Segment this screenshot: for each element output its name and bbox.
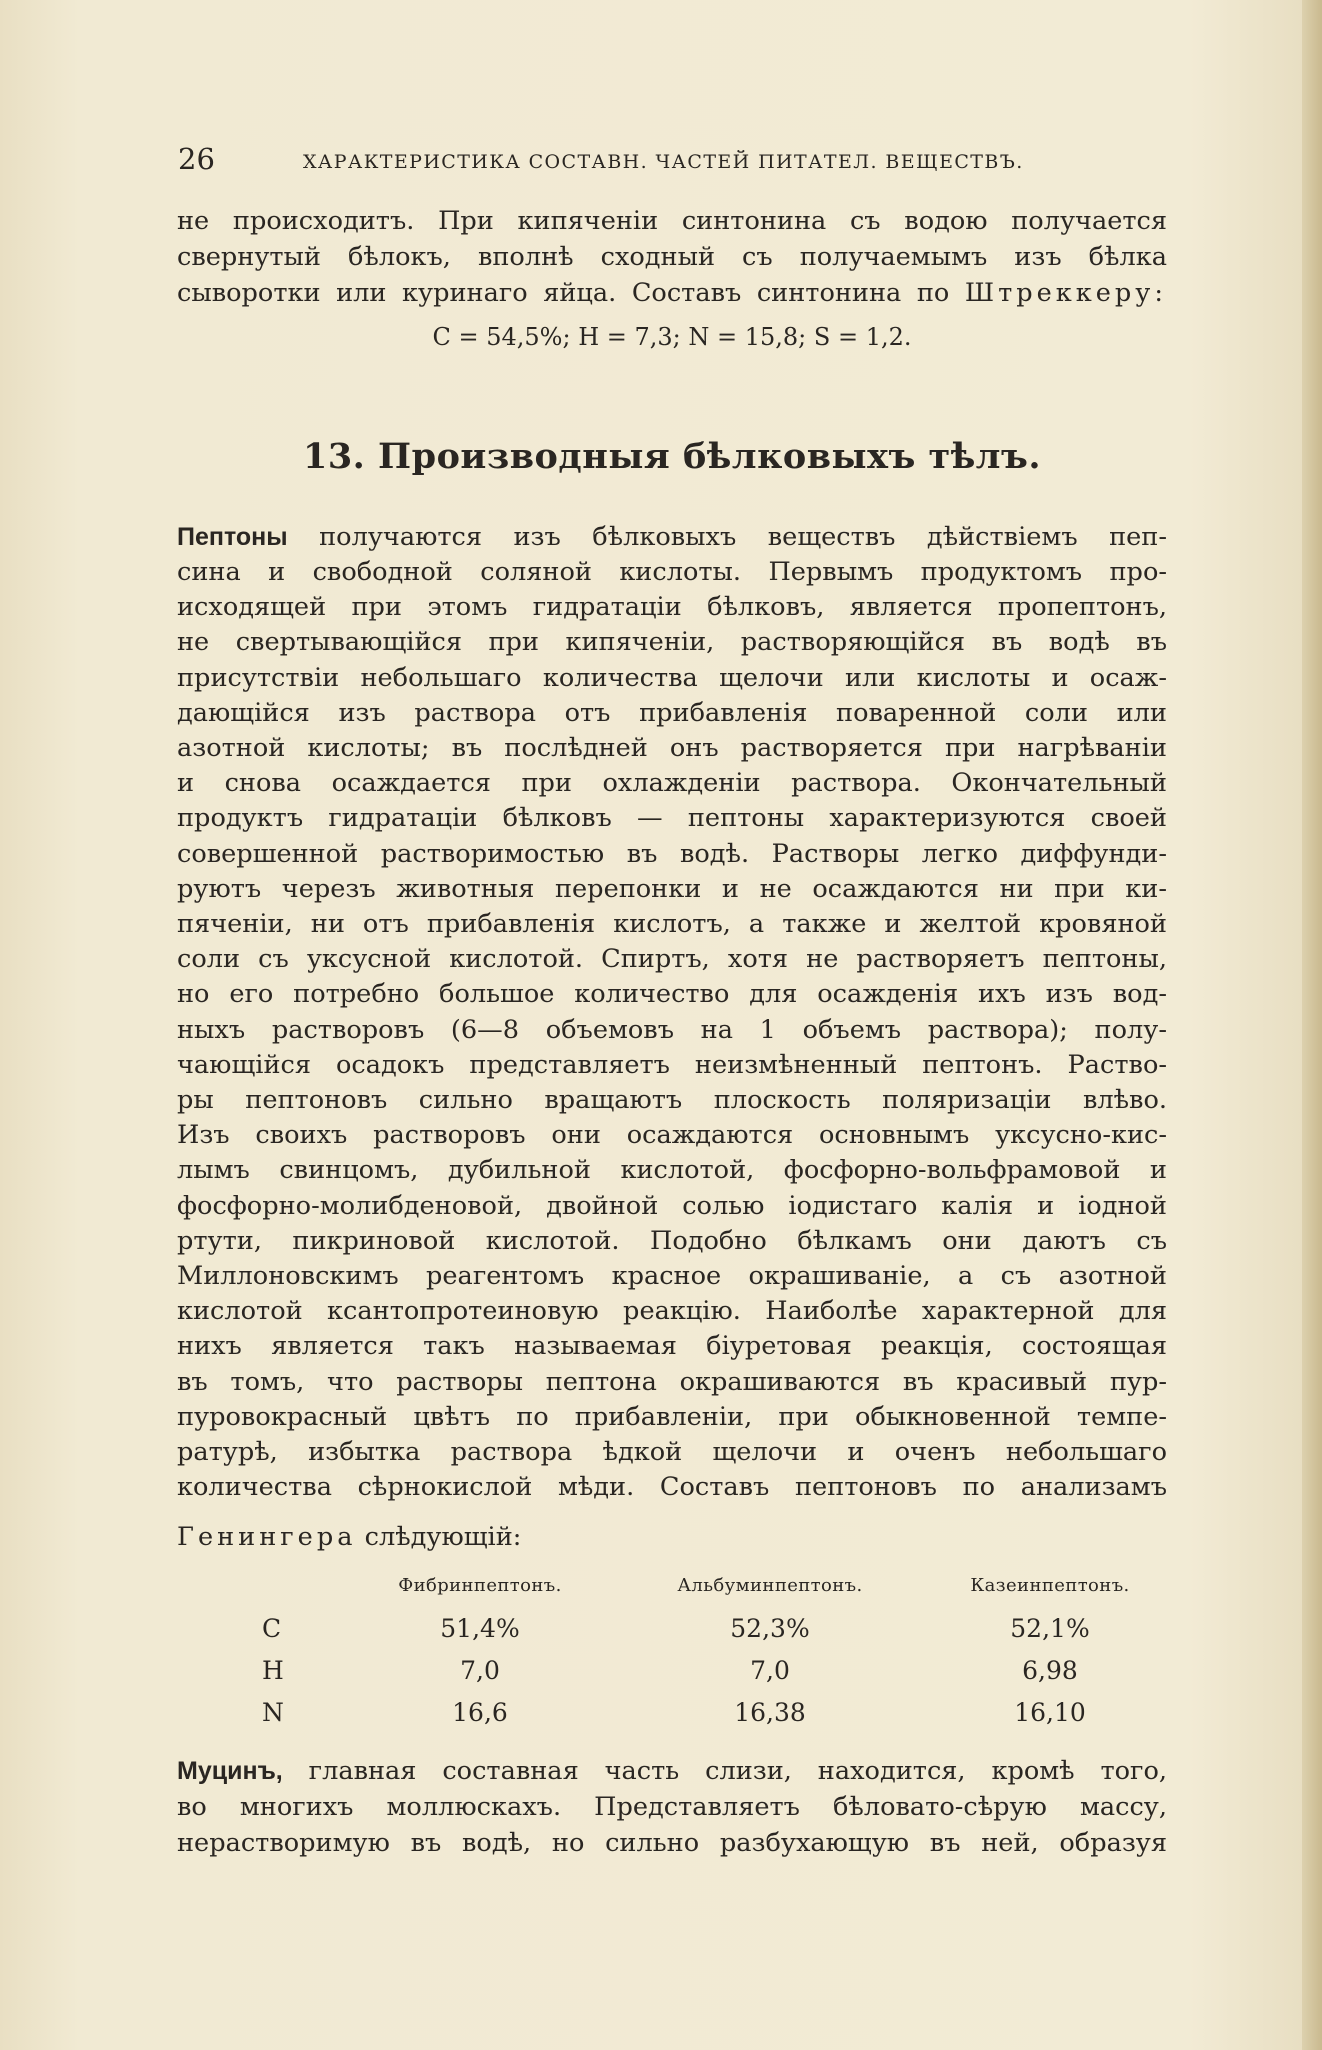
text-line: во многихъ моллюскахъ. Представляетъ бѣловато-сѣрую массу, — [177, 1792, 1167, 1822]
element-label: N — [262, 1698, 284, 1727]
paragraph-first-line — [177, 520, 1167, 554]
text-line: лымъ свинцомъ, дубильной кислотой, фосфорно-вольфрамовой и — [177, 1155, 1167, 1186]
text-line: количества сѣрнокислой мѣди. Составъ пептоновъ по анализамъ — [177, 1472, 1167, 1503]
table-cell: 7,0 — [750, 1656, 790, 1685]
text-line: но его потребно большое количество для осажденія ихъ изъ вод- — [177, 979, 1167, 1010]
table-cell: 52,1% — [1010, 1614, 1090, 1643]
table-row — [230, 1656, 1150, 1692]
text-line: дающійся изъ раствора отъ прибавленія поваренной соли или — [177, 697, 1167, 728]
text-line: исходящей при этомъ гидратаціи бѣлковъ, является пропептонъ, — [177, 592, 1167, 623]
text-line — [177, 276, 1167, 310]
text-line: фосфорно-молибденовой, двойной солью іодистаго калія и іодной — [177, 1190, 1167, 1221]
section-title: 13. Производныя бѣлковыхъ тѣлъ. — [302, 436, 1042, 477]
lead-term: Муцинъ, — [177, 1757, 283, 1785]
text-line: присутствіи небольшаго количества щелочи или кислоты и осаж- — [177, 662, 1167, 693]
text-line: кислотой ксантопротеиновую реакцію. Наиболѣе характерной для — [177, 1296, 1167, 1327]
text-line: чающійся осадокъ представляетъ неизмѣненный пептонъ. Раство- — [177, 1049, 1167, 1080]
running-head — [178, 142, 1168, 182]
composition-table — [230, 1575, 1150, 1735]
text-line: совершенной растворимостью въ водѣ. Растворы легко диффунди- — [177, 838, 1167, 869]
table-cell: 16,10 — [1014, 1698, 1086, 1727]
paragraph-last-line — [177, 1520, 1167, 1554]
column-header: Альбуминпептонъ. — [677, 1575, 863, 1596]
page-number: 26 — [178, 142, 215, 176]
element-label: C — [262, 1614, 282, 1643]
table-cell: 16,38 — [734, 1698, 806, 1727]
text-line: ныхъ растворовъ (6—8 объемовъ на 1 объемъ раствора); полу- — [177, 1014, 1167, 1045]
text-line: не происходитъ. При кипяченіи синтонина съ водою получается — [177, 206, 1167, 236]
table-cell: 52,3% — [730, 1614, 810, 1643]
text-line-rest: главная составная часть слизи, находится, кромѣ того, — [308, 1756, 1168, 1786]
text-line-rest: получаются изъ бѣлковыхъ веществъ дѣйствіемъ пеп- — [319, 522, 1168, 552]
lead-term: Пептоны — [177, 523, 288, 551]
text-line: соли съ уксусной кислотой. Спиртъ, хотя не растворяетъ пептоны, — [177, 944, 1167, 975]
text-line: нихъ является такъ называемая біуретовая реакція, состоящая — [177, 1331, 1167, 1362]
text-line: ратурѣ, избытка раствора ѣдкой щелочи и оченъ небольшаго — [177, 1437, 1167, 1467]
element-label: H — [262, 1656, 284, 1685]
text-line: ртути, пикриновой кислотой. Подобно бѣлкамъ они даютъ съ — [177, 1225, 1167, 1256]
text-line: азотной кислоты; въ послѣдней онъ растворяется при нагрѣваніи — [177, 733, 1167, 763]
text-line: руютъ черезъ животныя перепонки и не осаждаются ни при ки- — [177, 873, 1167, 904]
text-line-start: сыворотки или куринаго яйца. Составъ синтонина по — [177, 278, 950, 308]
column-header: Казеинпептонъ. — [970, 1575, 1130, 1596]
paragraph-first-line — [177, 1754, 1167, 1788]
text-line: пяченіи, ни отъ прибавленія кислотъ, а также и желтой кровяной — [177, 909, 1167, 939]
text-line: нерастворимую въ водѣ, но сильно разбухающую въ ней, образуя — [177, 1828, 1167, 1858]
text-line: сина и свободной соляной кислоты. Первымъ продуктомъ про- — [177, 557, 1167, 587]
formula: C = 54,5%; H = 7,3; N = 15,8; S = 1,2. — [432, 323, 912, 351]
author-name: Штреккеру: — [964, 278, 1167, 308]
text-line: ры пептоновъ сильно вращаютъ плоскость поляризаціи влѣво. — [177, 1085, 1167, 1115]
author-name: Генингера — [177, 1522, 357, 1552]
text-line: Миллоновскимъ реагентомъ красное окрашиваніе, а съ азотной — [177, 1261, 1167, 1291]
text-line: въ томъ, что растворы пептона окрашиваются въ красивый пур- — [177, 1366, 1167, 1397]
text-line: пуровокрасный цвѣтъ по прибавленіи, при обыкновенной темпе- — [177, 1401, 1167, 1432]
table-row — [230, 1698, 1150, 1734]
text-line-rest: слѣдующій: — [364, 1522, 522, 1552]
text-line: продуктъ гидратаціи бѣлковъ — пептоны характеризуются своей — [177, 803, 1167, 834]
table-row — [230, 1614, 1150, 1650]
text-line: Изъ своихъ растворовъ они осаждаются основнымъ уксусно-кис- — [177, 1120, 1167, 1151]
text-line: свернутый бѣлокъ, вполнѣ сходный съ получаемымъ изъ бѣлка — [177, 242, 1167, 272]
table-cell: 51,4% — [440, 1614, 520, 1643]
text-line: не свертывающійся при кипяченіи, растворяющійся въ водѣ въ — [177, 627, 1167, 658]
page-edge — [1302, 0, 1322, 2050]
table-cell: 6,98 — [1022, 1656, 1078, 1685]
running-title: ХАРАКТЕРИСТИКА СОСТАВН. ЧАСТЕЙ ПИТАТЕЛ. ВЕЩЕСТВЪ. — [303, 151, 1024, 173]
text-line: и снова осаждается при охлажденіи раствора. Окончательный — [177, 768, 1167, 799]
table-cell: 7,0 — [460, 1656, 500, 1685]
column-header: Фибринпептонъ. — [398, 1575, 562, 1596]
table-cell: 16,6 — [452, 1698, 508, 1727]
